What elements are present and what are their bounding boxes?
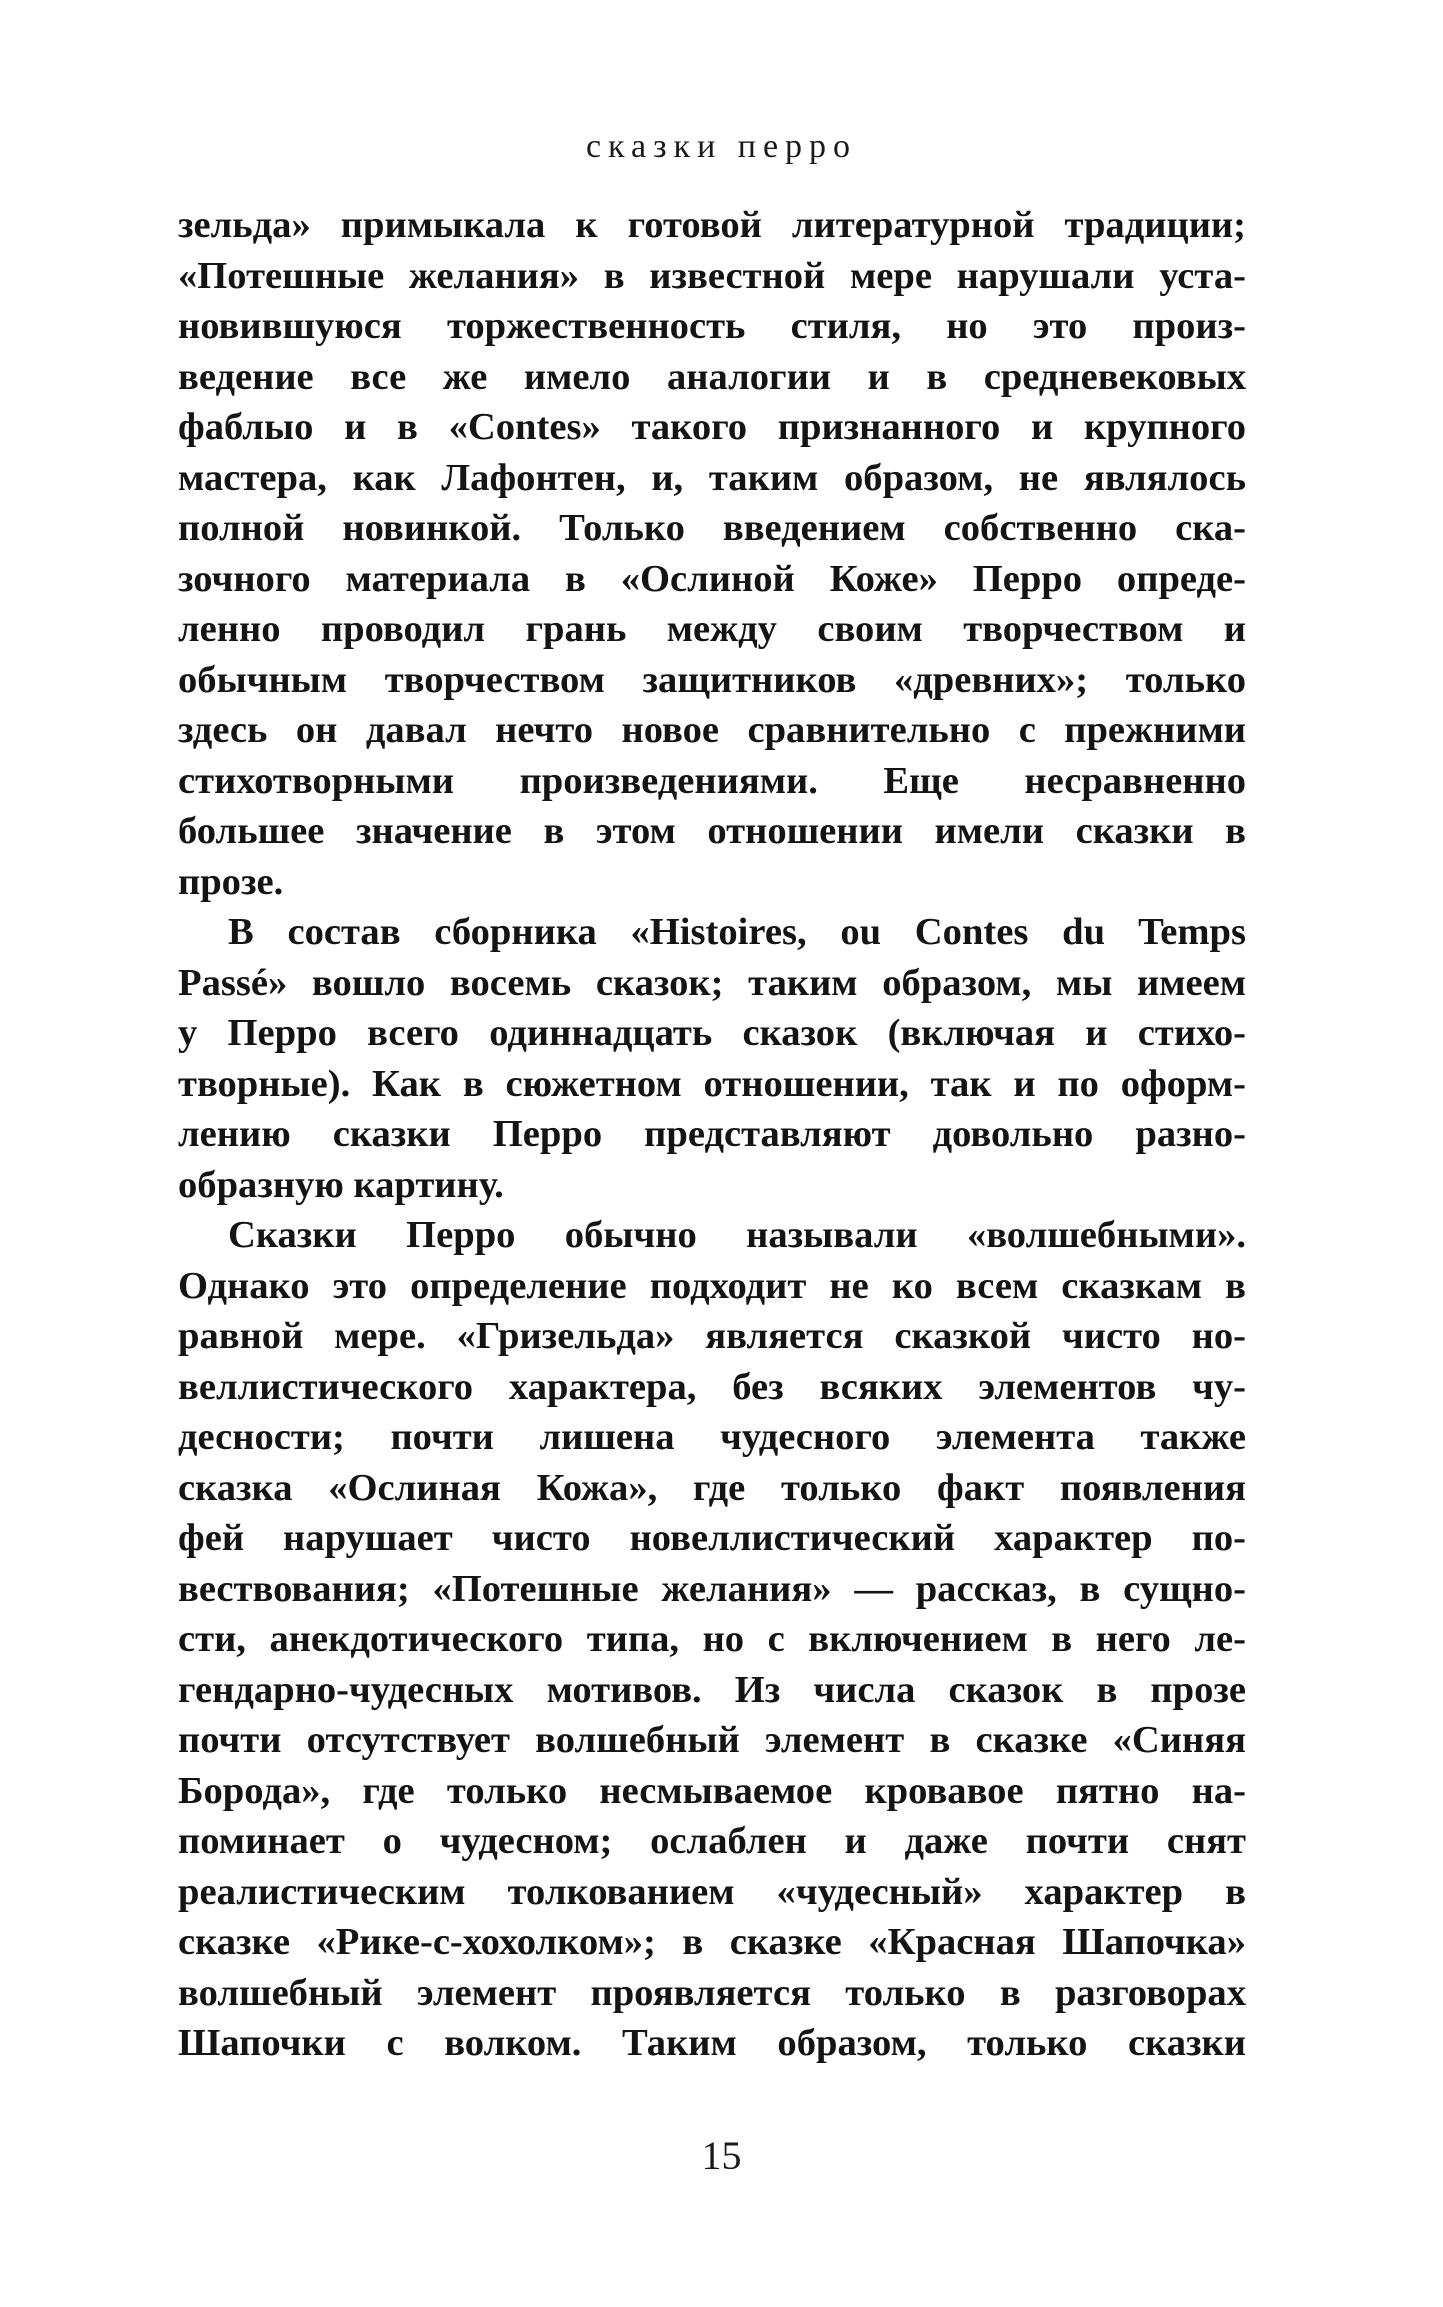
- text-line: реалистическим толкованием «чудесный» характер в: [178, 1870, 1246, 1913]
- text-line: прозе.: [178, 860, 284, 903]
- text-line: стихотворными произведениями. Еще несравненно: [178, 759, 1246, 802]
- text-line: фей нарушает чисто новеллистический характер по-: [178, 1517, 1246, 1559]
- text-line: поминает о чудесном; ослаблен и даже почти снят: [178, 1820, 1246, 1862]
- text-line: «Потешные желания» в известной мере нарушали уста-: [178, 254, 1246, 297]
- text-line: Шапочки с волком. Таким образом, только сказки: [178, 2022, 1246, 2064]
- text-line: Сказки Перро обычно называли «волшебными».: [228, 1214, 1246, 1256]
- text-line: сказке «Рике-с-хохолком»; в сказке «Красная Шапочка»: [178, 1921, 1246, 1963]
- text-line: гендарно-чудесных мотивов. Из числа сказок в прозе: [178, 1668, 1246, 1711]
- text-line: ведение все же имело аналогии и в средневековых: [178, 355, 1246, 398]
- text-line: волшебный элемент проявляется только в разговорах: [178, 1971, 1246, 2014]
- text-line: лению сказки Перро представляют довольно разно-: [178, 1113, 1246, 1155]
- text-line: Passé» вошло восемь сказок; таким образом, мы имеем: [178, 961, 1246, 1004]
- text-line: ленно проводил грань между своим творчеством и: [178, 608, 1246, 650]
- running-head: сказки перро: [585, 128, 858, 165]
- text-line: сти, анекдотического типа, но с включением в него ле-: [178, 1618, 1246, 1660]
- text-line: большее значение в этом отношении имели сказки в: [178, 810, 1246, 852]
- text-line: вествования; «Потешные желания» — рассказ, в сущно-: [178, 1567, 1246, 1610]
- text-line: зочного материала в «Ослиной Коже» Перро опреде-: [178, 557, 1246, 600]
- text-line: у Перро всего одиннадцать сказок (включая и стихо-: [178, 1012, 1246, 1054]
- text-line: Борода», где только несмываемое кровавое пятно на-: [178, 1769, 1246, 1812]
- text-line: новившуюся торжественность стиля, но это произ-: [178, 305, 1246, 347]
- text-line: полной новинкой. Только введением собственно ска-: [178, 507, 1246, 549]
- text-line: десности; почти лишена чудесного элемента также: [178, 1416, 1246, 1458]
- text-line: образную картину.: [178, 1163, 504, 1206]
- text-line: зельда» примыкала к готовой литературной традиции;: [178, 204, 1246, 246]
- text-line: сказка «Ослиная Кожа», где только факт появления: [178, 1466, 1246, 1509]
- page-number: 15: [701, 2133, 742, 2178]
- text-line: веллистического характера, без всяких элементов чу-: [178, 1365, 1246, 1408]
- text-line: равной мере. «Гризельда» является сказкой чисто но-: [178, 1315, 1246, 1357]
- body-text: [178, 200, 1246, 2069]
- text-line: обычным творчеством защитников «древних»; только: [178, 658, 1246, 701]
- text-line: мастера, как Лафонтен, и, таким образом, не являлось: [178, 456, 1246, 499]
- text-line: творные). Как в сюжетном отношении, так и по оформ-: [178, 1062, 1246, 1105]
- text-line: В состав сборника «Histoires, ou Contes du Temps: [228, 911, 1246, 953]
- text-line: Однако это определение подходит не ко всем сказкам в: [178, 1264, 1246, 1307]
- text-line: здесь он давал нечто новое сравнительно с прежними: [178, 709, 1246, 751]
- text-line: почти отсутствует волшебный элемент в сказке «Синяя: [178, 1719, 1246, 1761]
- text-line: фаблыо и в «Contes» такого признанного и крупного: [178, 406, 1246, 448]
